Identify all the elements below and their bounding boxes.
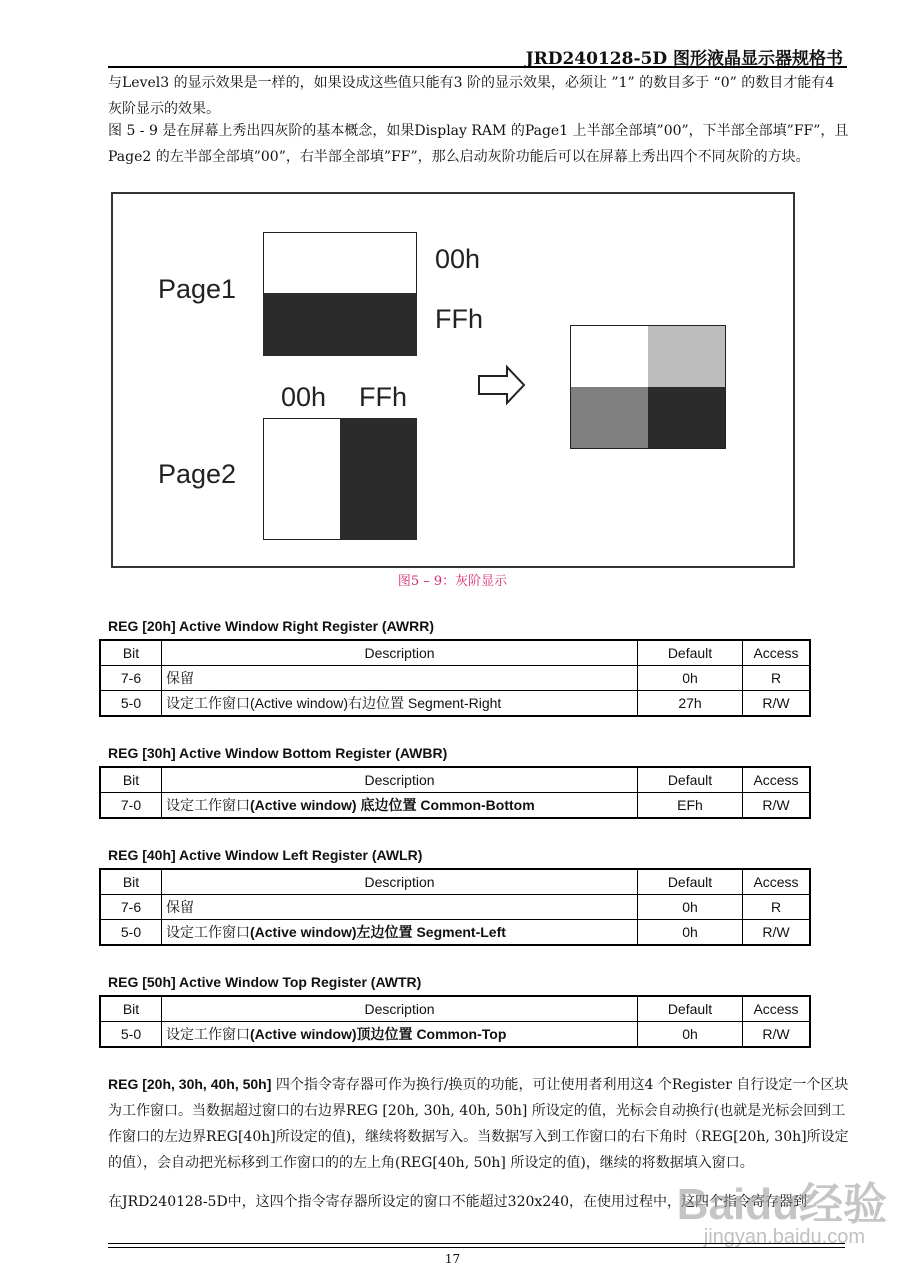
paragraph-4: 在JRD240128-5D中，这四个指令寄存器所设定的窗口不能超过320x240，在使用过程中，这四个指令寄存器到 (108, 1194, 808, 1210)
result-dark-gray-cell (571, 387, 648, 448)
cell-description (162, 895, 638, 920)
col-description: Description (162, 996, 638, 1022)
col-access: Access (743, 640, 811, 666)
reg-40h-table (99, 868, 811, 946)
cell-bit: 5-0 (100, 691, 162, 717)
right-arrow-icon (477, 364, 527, 406)
cell-bit: 7-6 (100, 895, 162, 920)
reg-20h-table (99, 639, 811, 717)
paragraph-1: 与Level3 的显示效果是一样的，如果设成这些值只能有3 阶的显示效果，必须让 ”1” 的数目多于 “0” 的数目才能有4 灰阶显示的效果。 (108, 75, 835, 117)
page2-white-half (263, 418, 340, 540)
desc-cn: 设定工作窗口 (166, 1027, 250, 1043)
watermark-url: jingyan.baidu.com (703, 1226, 865, 1248)
col-bit: Bit (100, 996, 162, 1022)
reg-30h-title: REG [30h] Active Window Bottom Register (AWBR) (108, 745, 448, 761)
cell-default: 0h (638, 920, 743, 946)
desc-en: (Active window)顶边位置 Common-Top (250, 1026, 507, 1042)
col-default: Default (638, 640, 743, 666)
reg-20h-title: REG [20h] Active Window Right Register (AWRR) (108, 618, 435, 634)
col-description: Description (162, 869, 638, 895)
page1-label: Page1 (158, 274, 237, 304)
desc-cn: 设定工作窗口 (166, 925, 250, 941)
reg-30h-table (99, 766, 811, 819)
table-row (100, 920, 810, 946)
cell-description (162, 1022, 638, 1048)
page1-black-half (263, 293, 417, 356)
result-light-gray-cell (648, 326, 725, 387)
page2-black-half (340, 418, 417, 540)
figure-caption: 图5 – 9：灰阶显示 (397, 574, 508, 589)
table-header-row (100, 996, 810, 1022)
col-default: Default (638, 767, 743, 793)
desc-cn: 保留 (166, 900, 194, 916)
table-header-row (100, 869, 810, 895)
cell-access: R/W (743, 920, 811, 946)
desc-en: (Active window) 底边位置 Common-Bottom (250, 797, 535, 813)
col-access: Access (743, 767, 811, 793)
table-header-row (100, 767, 810, 793)
desc-en: (Active window)左边位置 Segment-Left (250, 924, 506, 940)
cell-bit: 7-6 (100, 666, 162, 691)
result-grid (570, 325, 726, 449)
cell-default: 0h (638, 895, 743, 920)
grayscale-figure (111, 192, 795, 568)
page-number: 17 (444, 1252, 461, 1266)
col-bit: Bit (100, 869, 162, 895)
label-00h-page2: 00h (281, 382, 327, 412)
col-default: Default (638, 869, 743, 895)
table-row (100, 666, 810, 691)
table-header-row (100, 640, 810, 666)
table-row (100, 895, 810, 920)
cell-access: R (743, 666, 811, 691)
col-default: Default (638, 996, 743, 1022)
col-description: Description (162, 767, 638, 793)
cell-description (162, 691, 638, 717)
footer-rule (108, 1243, 845, 1244)
paragraph-2: 图 5 - 9 是在屏幕上秀出四灰阶的基本概念，如果Display RAM 的Page1 上半部全部填”00”，下半部全部填”FF”，且Page2 的左半部全部填”00”，右半部全部填”FF”，那么启动灰阶功能后可以在屏幕上秀出四个不同灰阶的方块。 (108, 123, 849, 165)
cell-access: R/W (743, 793, 811, 819)
table-row (100, 1022, 810, 1048)
cell-bit: 7-0 (100, 793, 162, 819)
cell-description (162, 666, 638, 691)
desc-cn: 设定工作窗口 (166, 696, 250, 712)
cell-bit: 5-0 (100, 920, 162, 946)
cell-access: R (743, 895, 811, 920)
reg-50h-title: REG [50h] Active Window Top Register (AWTR) (108, 974, 422, 990)
reg-50h-table (99, 995, 811, 1048)
label-ffh-top: FFh (435, 304, 484, 334)
cell-description (162, 793, 638, 819)
label-00h-top: 00h (435, 244, 481, 274)
label-ffh-page2: FFh (359, 382, 408, 412)
col-access: Access (743, 996, 811, 1022)
footer-rule-2 (108, 1247, 845, 1248)
cell-access: R/W (743, 691, 811, 717)
page1-white-half (263, 232, 417, 294)
cell-default: 0h (638, 666, 743, 691)
reg-40h-title: REG [40h] Active Window Left Register (AWLR) (108, 847, 423, 863)
paragraph-3 (108, 1071, 850, 1176)
table-row (100, 793, 810, 819)
cell-default: 0h (638, 1022, 743, 1048)
header-title: JRD240128-5D 图形液晶显示器规格书 (525, 49, 843, 69)
cell-default: EFh (638, 793, 743, 819)
desc-cn: 设定工作窗口 (166, 798, 250, 814)
cell-access: R/W (743, 1022, 811, 1048)
header-rule (108, 66, 847, 68)
reg-lead-bold: REG [20h, 30h, 40h, 50h] (108, 1076, 272, 1092)
desc-en: (Active window)右边位置 Segment-Right (250, 695, 502, 711)
cell-description (162, 920, 638, 946)
cell-bit: 5-0 (100, 1022, 162, 1048)
result-white-cell (571, 326, 648, 387)
paragraph-3-text: 四个指令寄存器可作为换行/换页的功能，可让使用者利用这4 个Register 自行设定一个区块为工作窗口。当数据超过窗口的右边界REG [20h, 30h, 40h, 50h] 所设定的值，光标会自动换行(也就是光标会回到工作窗口的左边界REG[40h]所设定的值)，继续将数据写入。当数据写入到工作窗口的右下角时（REG[20h, 30h]所设定的值），会自动把光标移到工作窗口的的左上角(REG[40h, 50h] 所设定的值)，继续的将数据填入窗口。 (108, 1077, 849, 1171)
col-bit: Bit (100, 767, 162, 793)
col-access: Access (743, 869, 811, 895)
page2-label: Page2 (158, 459, 237, 489)
desc-cn: 保留 (166, 671, 194, 687)
col-bit: Bit (100, 640, 162, 666)
watermark-logo: Baidu经验 (676, 1180, 887, 1229)
table-row (100, 691, 810, 717)
cell-default: 27h (638, 691, 743, 717)
result-black-cell (648, 387, 725, 448)
col-description: Description (162, 640, 638, 666)
